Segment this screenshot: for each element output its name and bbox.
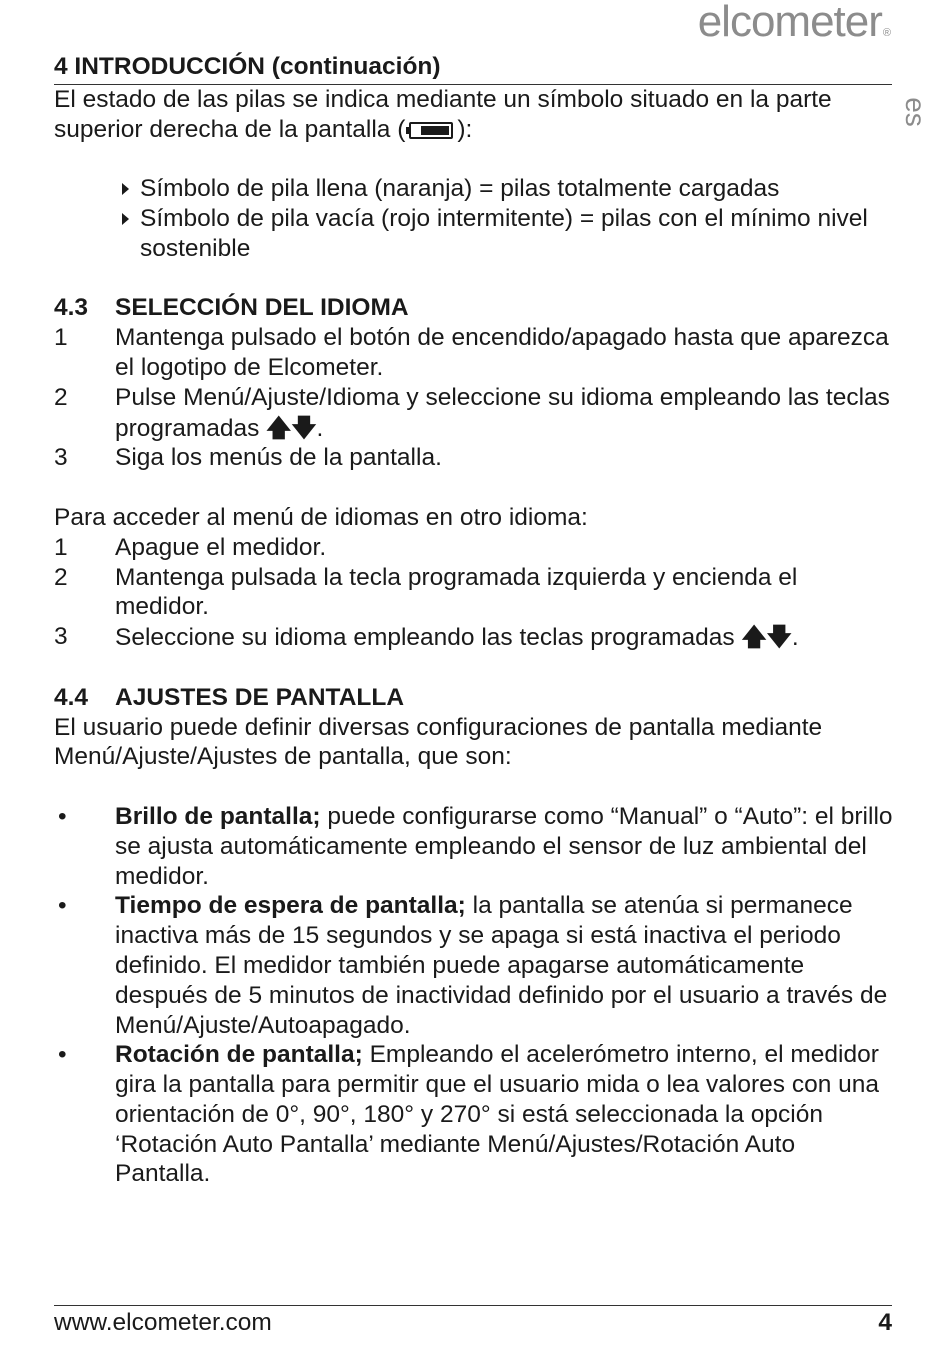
- display-settings-intro: El usuario puede definir diversas configuraciones de pantalla mediante Menú/Ajuste/Ajustes de pantalla, que son:: [54, 713, 823, 771]
- registered-mark: ®: [882, 27, 890, 39]
- step-item: 1 Mantenga pulsado el botón de encendido/apagado hasta que aparezca el logotipo de Elcometer.: [54, 324, 889, 381]
- page-footer: [54, 1305, 892, 1338]
- battery-intro: El estado de las pilas se indica mediante un símbolo situado en la parte superior derecha de la pantalla ( ):: [54, 85, 832, 143]
- language-tab: es: [900, 97, 932, 127]
- page-title: 4 INTRODUCCIÓN (continuación): [54, 52, 892, 85]
- up-down-arrows-icon: 🡅🡇: [741, 622, 792, 652]
- alt-language-intro: Para acceder al menú de idiomas en otro idioma:: [54, 503, 588, 531]
- list-item: • Tiempo de espera de pantalla; la pantalla se atenúa si permanece inactiva más de 15 segundos y se apaga si está inactiva el periodo definido. El medidor también puede apagarse automáticamente después de 5 minutos de inactividad definido por el usuario a través de Menú/Ajuste/Autoapagado.: [58, 892, 888, 1039]
- list-item: Símbolo de pila llena (naranja) = pilas totalmente cargadas: [120, 174, 894, 204]
- logo-text: elcometer: [697, 0, 882, 46]
- list-item: • Rotación de pantalla; Empleando el acelerómetro interno, el medidor gira la pantalla para permitir que el usuario mida o lea valores con una orientación de 0°, 90°, 180° y 270° si está seleccionada la opción ‘Rotación Auto Pantalla’ mediante Menú/Ajustes/Rotación Auto Pantalla.: [58, 1041, 880, 1188]
- step-item: 2 Pulse Menú/Ajuste/Idioma y seleccione su idioma empleando las teclas programadas 🡅🡇.: [54, 383, 890, 442]
- step-item: 3 Siga los menús de la pantalla.: [54, 444, 442, 472]
- section-heading-4-4: 4.4 AJUSTES DE PANTALLA: [54, 683, 405, 711]
- page-content: [54, 52, 894, 1189]
- up-down-arrows-icon: 🡅🡇: [266, 412, 317, 442]
- triangle-bullet-icon: [122, 213, 129, 225]
- battery-status-list: [54, 174, 894, 263]
- section-heading-4-3: 4.3 SELECCIÓN DEL IDIOMA: [54, 294, 409, 322]
- list-item: Símbolo de pila vacía (rojo intermitente) = pilas con el mínimo nivel sostenible: [120, 204, 894, 264]
- page-number: 4: [878, 1309, 892, 1336]
- step-item: 3 Seleccione su idioma empleando las teclas programadas 🡅🡇.: [54, 622, 799, 652]
- list-item: • Brillo de pantalla; puede configurarse como “Manual” o “Auto”: el brillo se ajusta automáticamente empleando el sensor de luz ambiental del medidor.: [58, 802, 893, 890]
- footer-url: www.elcometer.com: [54, 1309, 272, 1336]
- triangle-bullet-icon: [122, 183, 129, 195]
- step-item: 2 Mantenga pulsada la tecla programada izquierda y encienda el medidor.: [54, 563, 798, 621]
- step-item: 1 Apague el medidor.: [54, 533, 327, 561]
- battery-icon: [409, 122, 453, 139]
- elcometer-logo: [698, 0, 890, 55]
